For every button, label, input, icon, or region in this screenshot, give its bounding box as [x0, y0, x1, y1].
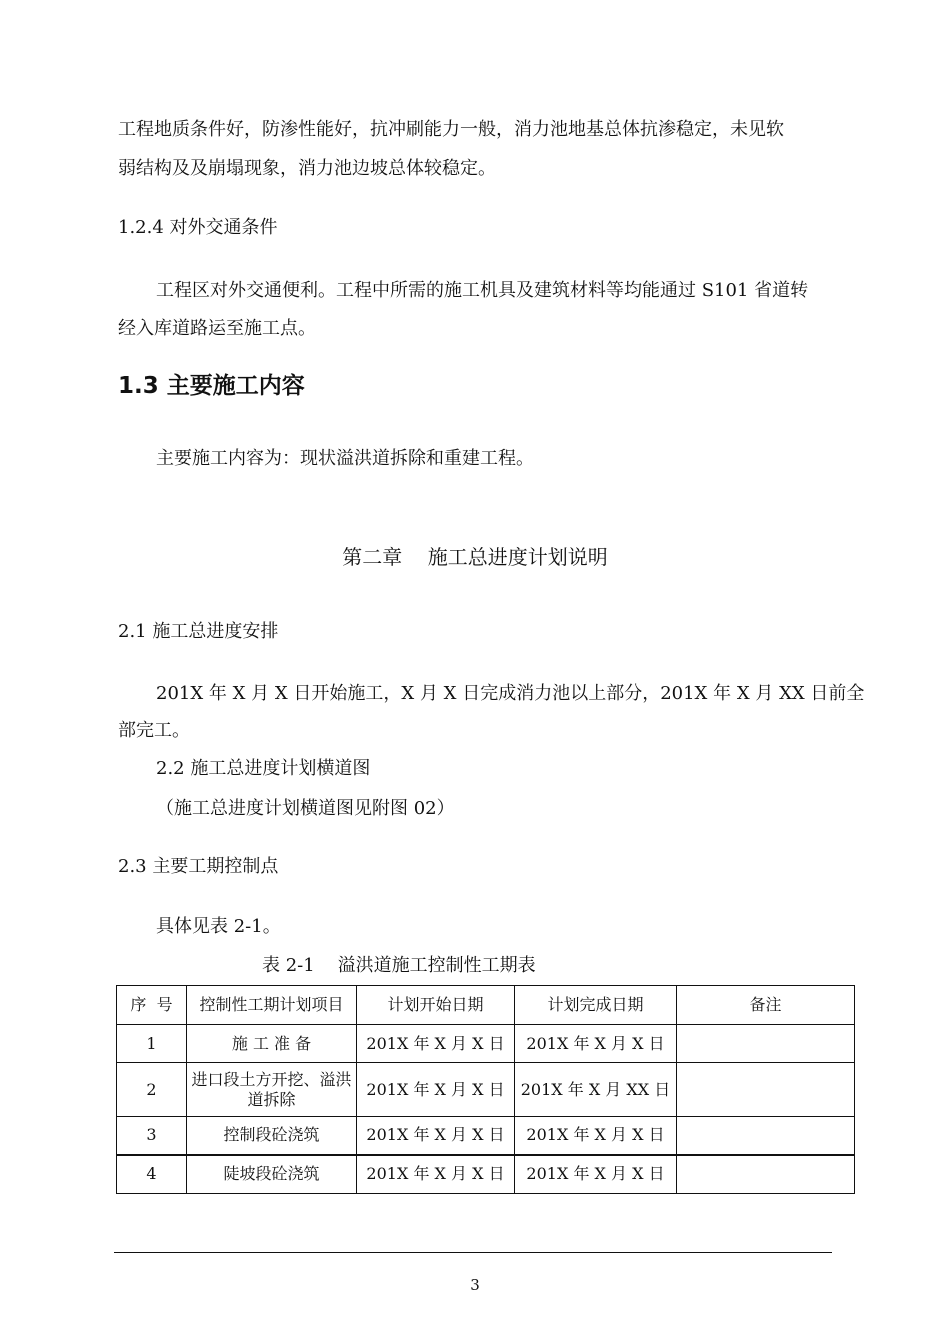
table-row: [117, 1063, 855, 1117]
cell-index: 2: [117, 1063, 187, 1117]
cell-finish-date: 201X 年 X 月 X 日: [515, 1155, 677, 1194]
header-cell-item: 控制性工期计划项目: [187, 986, 357, 1025]
cell-remark: [677, 1155, 855, 1194]
paragraph-main-content: 主要施工内容为：现状溢洪道拆除和重建工程。: [156, 448, 534, 469]
cell-finish-date: 201X 年 X 月 X 日: [515, 1025, 677, 1063]
cell-index: 4: [117, 1155, 187, 1194]
table-row: [117, 1117, 855, 1155]
cell-start-date: 201X 年 X 月 X 日: [357, 1155, 515, 1194]
cell-start-date: 201X 年 X 月 X 日: [357, 1025, 515, 1063]
paragraph-traffic-line1: 工程区对外交通便利。工程中所需的施工机具及建筑材料等均能通过 S101 省道转: [156, 280, 809, 301]
footer-divider: [114, 1252, 832, 1253]
paragraph-table-reference: 具体见表 2-1。: [156, 916, 281, 937]
cell-item: 控制段砼浇筑: [187, 1117, 357, 1155]
table-caption: 表 2-1 溢洪道施工控制性工期表: [262, 955, 536, 976]
cell-start-date: 201X 年 X 月 X 日: [357, 1117, 515, 1155]
header-cell-index: 序 号: [117, 986, 187, 1025]
section-heading-2-2: 2.2 施工总进度计划横道图: [156, 758, 371, 779]
section-heading-2-1: 2.1 施工总进度安排: [118, 621, 279, 642]
cell-finish-date: 201X 年 X 月 XX 日: [515, 1063, 677, 1117]
cell-index: 3: [117, 1117, 187, 1155]
paragraph-geology-line1: 工程地质条件好，防渗性能好，抗冲刷能力一般，消力池地基总体抗渗稳定，未见软: [118, 119, 784, 140]
paragraph-schedule-line1: 201X 年 X 月 X 日开始施工，X 月 X 日完成消力池以上部分，201X 年 X 月 XX 日前全: [156, 683, 865, 704]
section-heading-1-2-4: 1.2.4 对外交通条件: [118, 217, 278, 238]
cell-item: 陡坡段砼浇筑: [187, 1155, 357, 1194]
paragraph-gantt-reference: （施工总进度计划横道图见附图 02）: [156, 798, 455, 819]
cell-item: 施 工 准 备: [187, 1025, 357, 1063]
paragraph-geology-line2: 弱结构及及崩塌现象，消力池边坡总体较稳定。: [118, 158, 496, 179]
paragraph-traffic-line2: 经入库道路运至施工点。: [118, 318, 316, 339]
page-number: 3: [470, 1276, 480, 1294]
chapter-title: 第二章 施工总进度计划说明: [342, 545, 608, 569]
schedule-table: [116, 985, 855, 1194]
cell-remark: [677, 1063, 855, 1117]
cell-start-date: 201X 年 X 月 X 日: [357, 1063, 515, 1117]
header-cell-remark: 备注: [677, 986, 855, 1025]
cell-finish-date: 201X 年 X 月 X 日: [515, 1117, 677, 1155]
section-heading-1-3: 1.3 主要施工内容: [118, 373, 305, 399]
header-cell-finish: 计划完成日期: [515, 986, 677, 1025]
header-cell-start: 计划开始日期: [357, 986, 515, 1025]
table-row: [117, 1025, 855, 1063]
cell-remark: [677, 1117, 855, 1155]
cell-item: 进口段土方开挖、溢洪道拆除: [187, 1063, 357, 1117]
paragraph-schedule-line2: 部完工。: [118, 720, 190, 741]
cell-index: 1: [117, 1025, 187, 1063]
table-row: [117, 1155, 855, 1194]
table-header-row: [117, 986, 855, 1025]
cell-remark: [677, 1025, 855, 1063]
section-heading-2-3: 2.3 主要工期控制点: [118, 856, 279, 877]
